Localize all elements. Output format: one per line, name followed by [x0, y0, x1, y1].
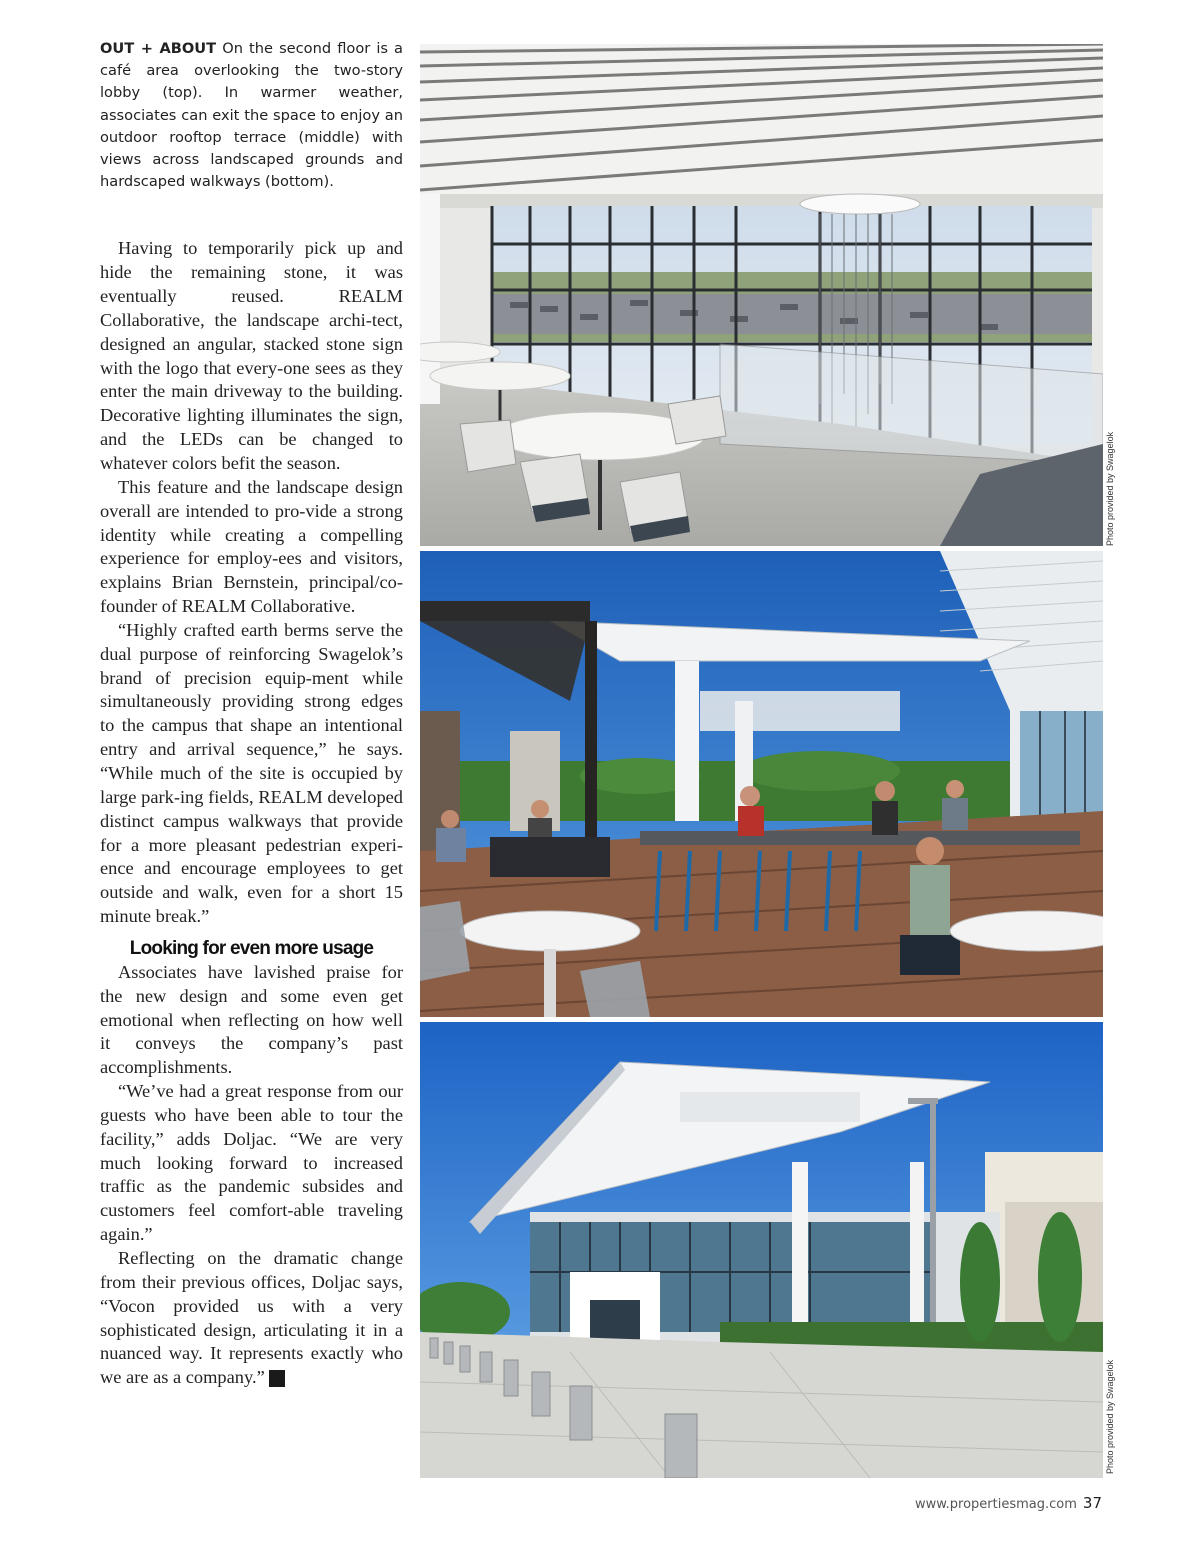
section-subhead: Looking for even more usage: [129, 937, 374, 959]
photo-credit-bottom-text: Photo provided by Swagelok: [1105, 1359, 1115, 1474]
page-footer: [915, 1494, 1102, 1512]
body-paragraph: “Highly crafted earth berms serve the dual purpose of reinforcing Swagelok’s brand of precision equip-ment while simultaneously providing strong edges to the campus that shape an intentional entry and arrival sequence,” he says. “While much of the site is occupied by large park-ing fields, REALM developed distinct campus walkways that provide for a more pleasant pedestrian experi-ence and encourage employees to get outside and walk, even for a short 15 minute break.”: [100, 619, 403, 927]
body-paragraph: Having to temporarily pick up and hide the remaining stone, it was eventually reused. REALM Collaborative, the landscape archi-tect, designed an angular, stacked stone sign with the logo that every-one sees as they enter the main driveway to the building. Decorative lighting illuminates the sign, and the LEDs can be changed to whatever colors befit the season.: [100, 238, 403, 474]
final-paragraph-text: Reflecting on the dramatic change from their previous offices, Doljac says, “Vocon provided us with a very sophisticated design, articulating it in a nuanced way. It represents exactly who we are as a company.”: [100, 1248, 403, 1388]
photo-building-entrance: [420, 1022, 1103, 1478]
caption-text: On the second floor is a café area overlooking the two-story lobby (top). In warmer weather, associates can exit the space to enjoy an outdoor rooftop terrace (middle) with views across landscaped grounds and hardscaped walkways (bottom).: [100, 40, 404, 191]
article-body: [100, 237, 403, 1390]
caption-lead: OUT + ABOUT: [100, 40, 217, 57]
body-paragraph: Associates have lavished praise for the new design and some even get emotional when reflecting on how well it conveys the company’s past accomplishments.: [100, 961, 403, 1078]
photo-credit-top-text: Photo provided by Swagelok: [1105, 431, 1115, 546]
rooftop-terrace-image: [420, 551, 1103, 1017]
photo-cafe-lobby: [420, 44, 1103, 546]
photo-rooftop-terrace: [420, 551, 1103, 1017]
body-paragraph-final: [100, 1247, 403, 1390]
body-paragraph: This feature and the landscape design overall are intended to pro-vide a strong identity while creating a compelling experience for employ-ees and visitors, explains Brian Bernstein, principal/co-founder of REALM Collaborative.: [100, 476, 403, 617]
body-paragraph: “We’ve had a great response from our guests who have been able to tour the facility,” adds Doljac. “We are very much looking forward to increased traffic as the pandemic subsides and customers feel comfort-able traveling again.”: [100, 1081, 403, 1245]
end-mark: P: [269, 1370, 285, 1387]
page-number: 37: [1082, 1494, 1102, 1512]
building-entrance-image: [420, 1022, 1103, 1478]
photo-caption: [100, 38, 403, 193]
cafe-lobby-image: [420, 44, 1103, 546]
footer-url[interactable]: www.propertiesmag.com: [914, 1497, 1077, 1512]
text-column: [100, 38, 403, 1390]
